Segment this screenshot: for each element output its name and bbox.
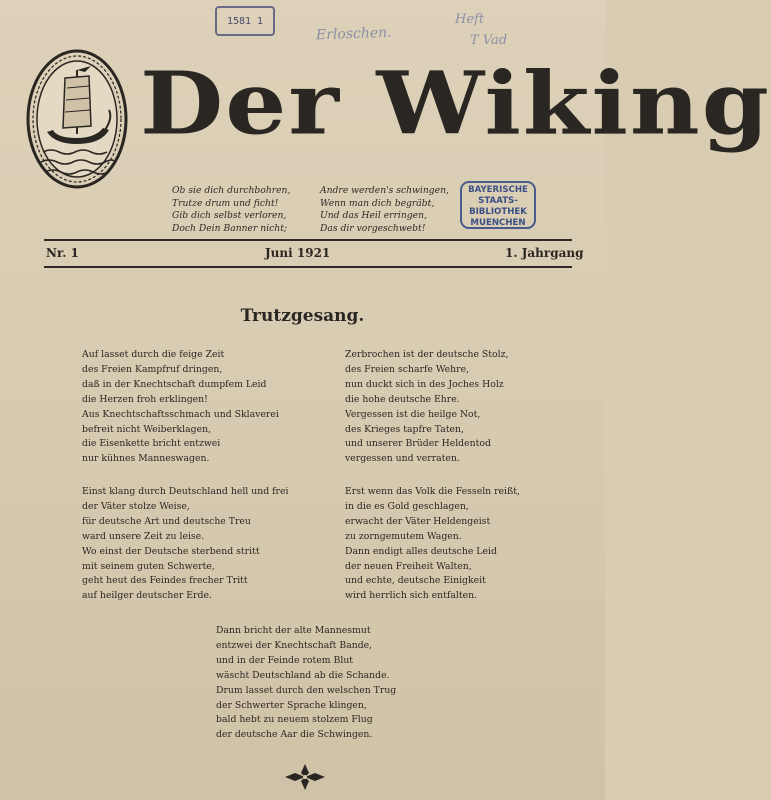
poem-line: in die es Gold geschlagen, [345, 500, 469, 512]
motto-line: Andre werden's schwingen, [320, 185, 449, 196]
poem-line: und unserer Brüder Heldentod [345, 438, 491, 450]
poem-stanza-2 [345, 348, 508, 467]
poem-line: erwacht der Väter Heldengeist [345, 515, 491, 527]
poem-line: geht heut des Feindes frecher Tritt [82, 575, 248, 587]
poem-line: zu zorngemutem Wagen. [345, 530, 462, 542]
poem-stanza-3 [82, 485, 288, 604]
issue-volume: 1. Jahrgang [505, 246, 584, 260]
motto-line: Und das Heil erringen, [320, 210, 427, 221]
header-rule-top [44, 239, 572, 241]
issue-number: Nr. 1 [46, 246, 79, 260]
poem-line: der deutsche Aar die Schwingen. [216, 729, 373, 741]
poem-line: entzwei der Knechtschaft Bande, [216, 639, 373, 651]
poem-line: die Eisenkette bricht entzwei [82, 438, 221, 450]
poem-line: und echte, deutsche Einigkeit [345, 575, 486, 587]
poem-stanza-5 [216, 624, 396, 743]
library-stamp-line: MUENCHEN [470, 218, 526, 228]
poem-line: des Freien scharfe Wehre, [345, 363, 470, 375]
motto-left [172, 185, 290, 235]
poem-stanza-1 [82, 348, 279, 467]
poem-line: befreit nicht Weiberklagen, [82, 423, 212, 435]
poem-line: nun duckt sich in des Joches Holz [345, 378, 504, 390]
poem-line: ward unsere Zeit zu leise. [82, 530, 205, 542]
viking-ship-emblem [25, 48, 129, 190]
poem-line: für deutsche Art und deutsche Treu [82, 515, 251, 527]
archive-stamp-code: 1581 1 [226, 15, 264, 27]
pencil-note: Erloschen. [315, 24, 392, 44]
ornament-icon [283, 762, 327, 792]
library-stamp-line: STAATS- [478, 196, 518, 206]
poem-line: der Väter stolze Weise, [82, 500, 190, 512]
pencil-note: T Vad [470, 33, 508, 48]
poem-line: Wo einst der Deutsche sterbend stritt [82, 545, 260, 557]
poem-stanza-4 [345, 485, 520, 604]
issue-date: Juni 1921 [265, 246, 331, 260]
poem-line: Dann bricht der alte Mannesmut [216, 625, 371, 636]
poem-line: Auf lasset durch die feige Zeit [82, 349, 225, 360]
library-stamp [460, 181, 536, 229]
poem-line: Dann endigt alles deutsche Leid [345, 545, 497, 557]
motto-line: Doch Dein Banner nicht; [172, 222, 287, 234]
poem-line: daß in der Knechtschaft dumpfem Leid [82, 378, 267, 390]
poem-line: der neuen Freiheit Walten, [345, 560, 472, 572]
poem-line: auf heilger deutscher Erde. [82, 590, 212, 602]
poem-line: die Herzen froh erklingen! [82, 393, 208, 405]
header-rule-bottom [44, 266, 572, 268]
motto-line: Das dir vorgeschwebt! [320, 222, 426, 234]
poem-line: der Schwerter Sprache klingen, [216, 699, 367, 711]
poem-line: Aus Knechtschaftsschmach und Sklaverei [82, 408, 279, 420]
poem-line: Zerbrochen ist der deutsche Stolz, [345, 349, 509, 360]
poem-line: Vergessen ist die heilge Not, [345, 408, 481, 420]
motto-line: Ob sie dich durchbohren, [172, 185, 291, 196]
poem-line: die hohe deutsche Ehre. [345, 393, 460, 405]
library-stamp-line: BIBLIOTHEK [469, 207, 527, 217]
poem-line: Drum lasset durch den welschen Trug [216, 684, 397, 696]
poem-line: mit seinem guten Schwerte, [82, 560, 215, 572]
masthead-title: Der Wiking [140, 52, 771, 155]
poem-line: vergessen und verraten. [345, 453, 460, 465]
poem-line: wird herrlich sich entfalten. [345, 590, 478, 602]
motto-right [320, 185, 449, 235]
poem-line: Erst wenn das Volk die Fesseln reißt, [345, 486, 520, 497]
motto-line: Trutze drum und ficht! [172, 197, 279, 209]
poem-line: wäscht Deutschland ab die Schande. [216, 669, 390, 681]
poem-line: bald hebt zu neuem stolzem Flug [216, 714, 373, 726]
motto-line: Wenn man dich begräbt, [320, 197, 435, 209]
poem-line: Einst klang durch Deutschland hell und frei [82, 486, 289, 497]
poem-title: Trutzgesang. [240, 306, 365, 326]
motto-line: Gib dich selbst verloren, [172, 210, 287, 221]
poem-line: nur kühnes Manneswagen. [82, 453, 210, 465]
poem-line: des Krieges tapfre Taten, [345, 423, 464, 435]
poem-line: und in der Feinde rotem Blut [216, 654, 354, 666]
library-stamp-line: BAYERISCHE [468, 185, 528, 195]
archive-stamp [215, 6, 275, 36]
pencil-note: Heft [455, 12, 485, 27]
poem-line: des Freien Kampfruf dringen, [82, 363, 223, 375]
